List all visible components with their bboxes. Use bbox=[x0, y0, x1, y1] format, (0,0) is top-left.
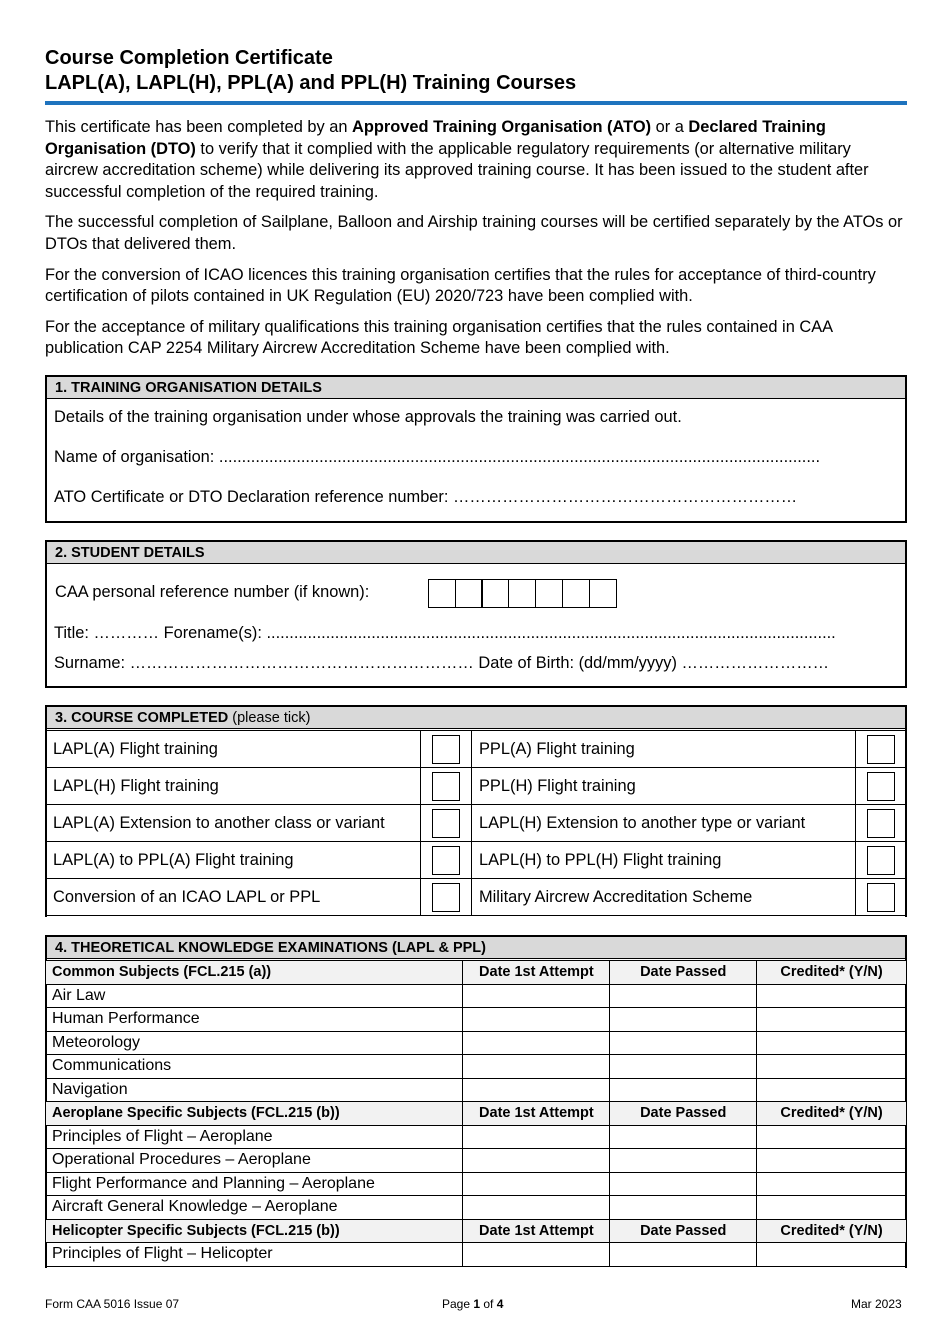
course-checkbox[interactable] bbox=[432, 846, 460, 875]
subject-name: Air Law bbox=[46, 984, 463, 1008]
table-row bbox=[46, 1031, 907, 1055]
course-tick-cell bbox=[421, 731, 472, 768]
date-first-attempt-cell[interactable] bbox=[463, 1055, 610, 1079]
table-row bbox=[46, 1125, 907, 1149]
credited-cell[interactable] bbox=[757, 1031, 907, 1055]
subject-name: Communications bbox=[46, 1055, 463, 1079]
date-first-attempt-cell[interactable] bbox=[463, 1031, 610, 1055]
subject-group-header bbox=[46, 961, 907, 985]
ref-digit-box[interactable] bbox=[508, 579, 536, 608]
course-tick-cell bbox=[421, 805, 472, 842]
course-tick-cell bbox=[421, 842, 472, 879]
credited-cell[interactable] bbox=[757, 1243, 907, 1267]
course-completed-section bbox=[45, 705, 907, 917]
section-1-heading: 1. TRAINING ORGANISATION DETAILS bbox=[47, 377, 905, 399]
course-tick-cell bbox=[856, 768, 907, 805]
date-passed-cell[interactable] bbox=[610, 1078, 757, 1102]
course-label: Military Aircrew Accreditation Scheme bbox=[472, 879, 856, 916]
training-organisation-section bbox=[45, 375, 907, 523]
date-first-attempt-cell[interactable] bbox=[463, 1149, 610, 1173]
course-tick-cell bbox=[421, 768, 472, 805]
subject-group-title: Aeroplane Specific Subjects (FCL.215 (b)) bbox=[46, 1102, 463, 1126]
credited-cell[interactable] bbox=[757, 1172, 907, 1196]
course-tick-cell bbox=[856, 879, 907, 916]
intro-text bbox=[45, 117, 907, 369]
col-date-passed: Date Passed bbox=[610, 1102, 757, 1126]
course-row bbox=[46, 842, 907, 879]
date-first-attempt-cell[interactable] bbox=[463, 1196, 610, 1220]
course-row bbox=[46, 731, 907, 768]
course-tick-cell bbox=[856, 731, 907, 768]
ref-digit-box[interactable] bbox=[535, 579, 563, 608]
student-details-section bbox=[45, 540, 907, 688]
table-row bbox=[46, 1008, 907, 1032]
title-forename-field[interactable]: Title: ………… Forename(s): ............................................................................................................................. bbox=[54, 624, 836, 642]
date-first-attempt-cell[interactable] bbox=[463, 1078, 610, 1102]
course-checkbox[interactable] bbox=[432, 772, 460, 801]
subject-name: Meteorology bbox=[46, 1031, 463, 1055]
table-row bbox=[46, 984, 907, 1008]
date-passed-cell[interactable] bbox=[610, 1008, 757, 1032]
course-checkbox[interactable] bbox=[867, 772, 895, 801]
issue-date: Mar 2023 bbox=[851, 1297, 902, 1311]
subject-group-title: Helicopter Specific Subjects (FCL.215 (b)) bbox=[46, 1219, 463, 1243]
date-passed-cell[interactable] bbox=[610, 1243, 757, 1267]
course-row bbox=[46, 768, 907, 805]
subject-name: Principles of Flight – Aeroplane bbox=[46, 1125, 463, 1149]
intro-paragraph-3: For the conversion of ICAO licences this training organisation certifies that the rules for acceptance of third-country certification of pilots contained in UK Regulation (EU) 2020/723 have been complied with. bbox=[45, 265, 876, 306]
date-first-attempt-cell[interactable] bbox=[463, 984, 610, 1008]
col-date-first-attempt: Date 1st Attempt bbox=[463, 1219, 610, 1243]
ref-digit-box[interactable] bbox=[562, 579, 590, 608]
subject-name: Human Performance bbox=[46, 1008, 463, 1032]
subject-name: Principles of Flight – Helicopter bbox=[46, 1243, 463, 1267]
subject-name: Operational Procedures – Aeroplane bbox=[46, 1149, 463, 1173]
intro-paragraph-1: This certificate has been completed by an Approved Training Organisation (ATO) or a Declared Training Organisation (DTO) to verify that it complied with the applicable regulatory requirements (or alternative military aircrew accreditation scheme) while delivering its approved training course. It has been issued to the student after successful completion of the required training. bbox=[45, 118, 869, 201]
col-date-first-attempt: Date 1st Attempt bbox=[463, 1102, 610, 1126]
credited-cell[interactable] bbox=[757, 1078, 907, 1102]
course-label: PPL(H) Flight training bbox=[472, 768, 856, 805]
page-number: Page 1 of 4 bbox=[442, 1297, 504, 1311]
course-label: LAPL(H) to PPL(H) Flight training bbox=[472, 842, 856, 879]
course-label: LAPL(A) Flight training bbox=[46, 731, 421, 768]
course-label: LAPL(A) Extension to another class or variant bbox=[46, 805, 421, 842]
ref-digit-box[interactable] bbox=[428, 579, 456, 608]
date-passed-cell[interactable] bbox=[610, 1125, 757, 1149]
subject-name: Navigation bbox=[46, 1078, 463, 1102]
course-label: PPL(A) Flight training bbox=[472, 731, 856, 768]
col-credited: Credited* (Y/N) bbox=[757, 1219, 907, 1243]
ref-digit-box[interactable] bbox=[589, 579, 617, 608]
intro-paragraph-4: For the acceptance of military qualifications this training organisation certifies that the rules contained in CAA publication CAP 2254 Military Aircrew Accreditation Scheme have been complied with. bbox=[45, 317, 833, 358]
intro-paragraph-2: The successful completion of Sailplane, Balloon and Airship training courses will be certified separately by the ATOs or DTOs that delivered them. bbox=[45, 213, 903, 253]
course-label: Conversion of an ICAO LAPL or PPL bbox=[46, 879, 421, 916]
section-3-heading: 3. COURSE COMPLETED (please tick) bbox=[47, 707, 905, 729]
ref-digit-box[interactable] bbox=[455, 579, 483, 608]
course-tick-cell bbox=[421, 879, 472, 916]
credited-cell[interactable] bbox=[757, 984, 907, 1008]
table-row bbox=[46, 1149, 907, 1173]
col-date-passed: Date Passed bbox=[610, 1219, 757, 1243]
exam-table bbox=[45, 960, 907, 1267]
ato-reference-field[interactable]: ATO Certificate or DTO Declaration reference number: ……………………………………………………… bbox=[54, 488, 798, 506]
course-checkbox[interactable] bbox=[867, 809, 895, 838]
subject-group-header bbox=[46, 1219, 907, 1243]
course-label: LAPL(H) Extension to another type or variant bbox=[472, 805, 856, 842]
date-first-attempt-cell[interactable] bbox=[463, 1008, 610, 1032]
title-rule bbox=[45, 101, 907, 105]
org-description: Details of the training organisation under whose approvals the training was carried out. bbox=[54, 408, 682, 426]
subject-name: Aircraft General Knowledge – Aeroplane bbox=[46, 1196, 463, 1220]
subject-group-title: Common Subjects (FCL.215 (a)) bbox=[46, 961, 463, 985]
table-row bbox=[46, 1243, 907, 1267]
course-tick-cell bbox=[856, 805, 907, 842]
title-line-2: LAPL(A), LAPL(H), PPL(A) and PPL(H) Training Courses bbox=[45, 72, 577, 94]
date-passed-cell[interactable] bbox=[610, 1031, 757, 1055]
table-row bbox=[46, 1172, 907, 1196]
caa-reference-input[interactable] bbox=[429, 579, 617, 608]
date-first-attempt-cell[interactable] bbox=[463, 1172, 610, 1196]
credited-cell[interactable] bbox=[757, 1125, 907, 1149]
org-name-field[interactable]: Name of organisation: .................................................................................................................................... bbox=[54, 448, 821, 466]
col-credited: Credited* (Y/N) bbox=[757, 1102, 907, 1126]
table-row bbox=[46, 1055, 907, 1079]
course-row bbox=[46, 879, 907, 916]
theory-exams-section bbox=[45, 935, 907, 1268]
date-passed-cell[interactable] bbox=[610, 1055, 757, 1079]
section-2-heading: 2. STUDENT DETAILS bbox=[47, 542, 905, 564]
ref-digit-box[interactable] bbox=[481, 579, 509, 608]
surname-dob-field[interactable]: Surname: ……………………………………………………… Date of Birth: (dd/mm/yyyy) ……………………… bbox=[54, 654, 829, 672]
course-label: LAPL(H) Flight training bbox=[46, 768, 421, 805]
course-checkbox[interactable] bbox=[432, 735, 460, 764]
table-row bbox=[46, 1196, 907, 1220]
table-row bbox=[46, 1078, 907, 1102]
date-passed-cell[interactable] bbox=[610, 1172, 757, 1196]
credited-cell[interactable] bbox=[757, 1196, 907, 1220]
course-checkbox[interactable] bbox=[867, 846, 895, 875]
date-passed-cell[interactable] bbox=[610, 1196, 757, 1220]
col-credited: Credited* (Y/N) bbox=[757, 961, 907, 985]
course-table bbox=[45, 730, 907, 916]
credited-cell[interactable] bbox=[757, 1149, 907, 1173]
col-date-first-attempt: Date 1st Attempt bbox=[463, 961, 610, 985]
course-row bbox=[46, 805, 907, 842]
course-checkbox[interactable] bbox=[867, 883, 895, 912]
col-date-passed: Date Passed bbox=[610, 961, 757, 985]
date-first-attempt-cell[interactable] bbox=[463, 1125, 610, 1149]
subject-name: Flight Performance and Planning – Aeroplane bbox=[46, 1172, 463, 1196]
section-4-heading: 4. THEORETICAL KNOWLEDGE EXAMINATIONS (LAPL & PPL) bbox=[47, 937, 905, 959]
page-title bbox=[45, 46, 576, 96]
date-passed-cell[interactable] bbox=[610, 1149, 757, 1173]
date-first-attempt-cell[interactable] bbox=[463, 1243, 610, 1267]
subject-group-header bbox=[46, 1102, 907, 1126]
course-checkbox[interactable] bbox=[432, 809, 460, 838]
credited-cell[interactable] bbox=[757, 1055, 907, 1079]
caa-reference-label: CAA personal reference number (if known): bbox=[55, 583, 370, 601]
course-checkbox[interactable] bbox=[867, 735, 895, 764]
date-passed-cell[interactable] bbox=[610, 984, 757, 1008]
credited-cell[interactable] bbox=[757, 1008, 907, 1032]
course-checkbox[interactable] bbox=[432, 883, 460, 912]
course-label: LAPL(A) to PPL(A) Flight training bbox=[46, 842, 421, 879]
title-line-1: Course Completion Certificate bbox=[45, 47, 333, 69]
form-number: Form CAA 5016 Issue 07 bbox=[45, 1297, 180, 1311]
course-tick-cell bbox=[856, 842, 907, 879]
